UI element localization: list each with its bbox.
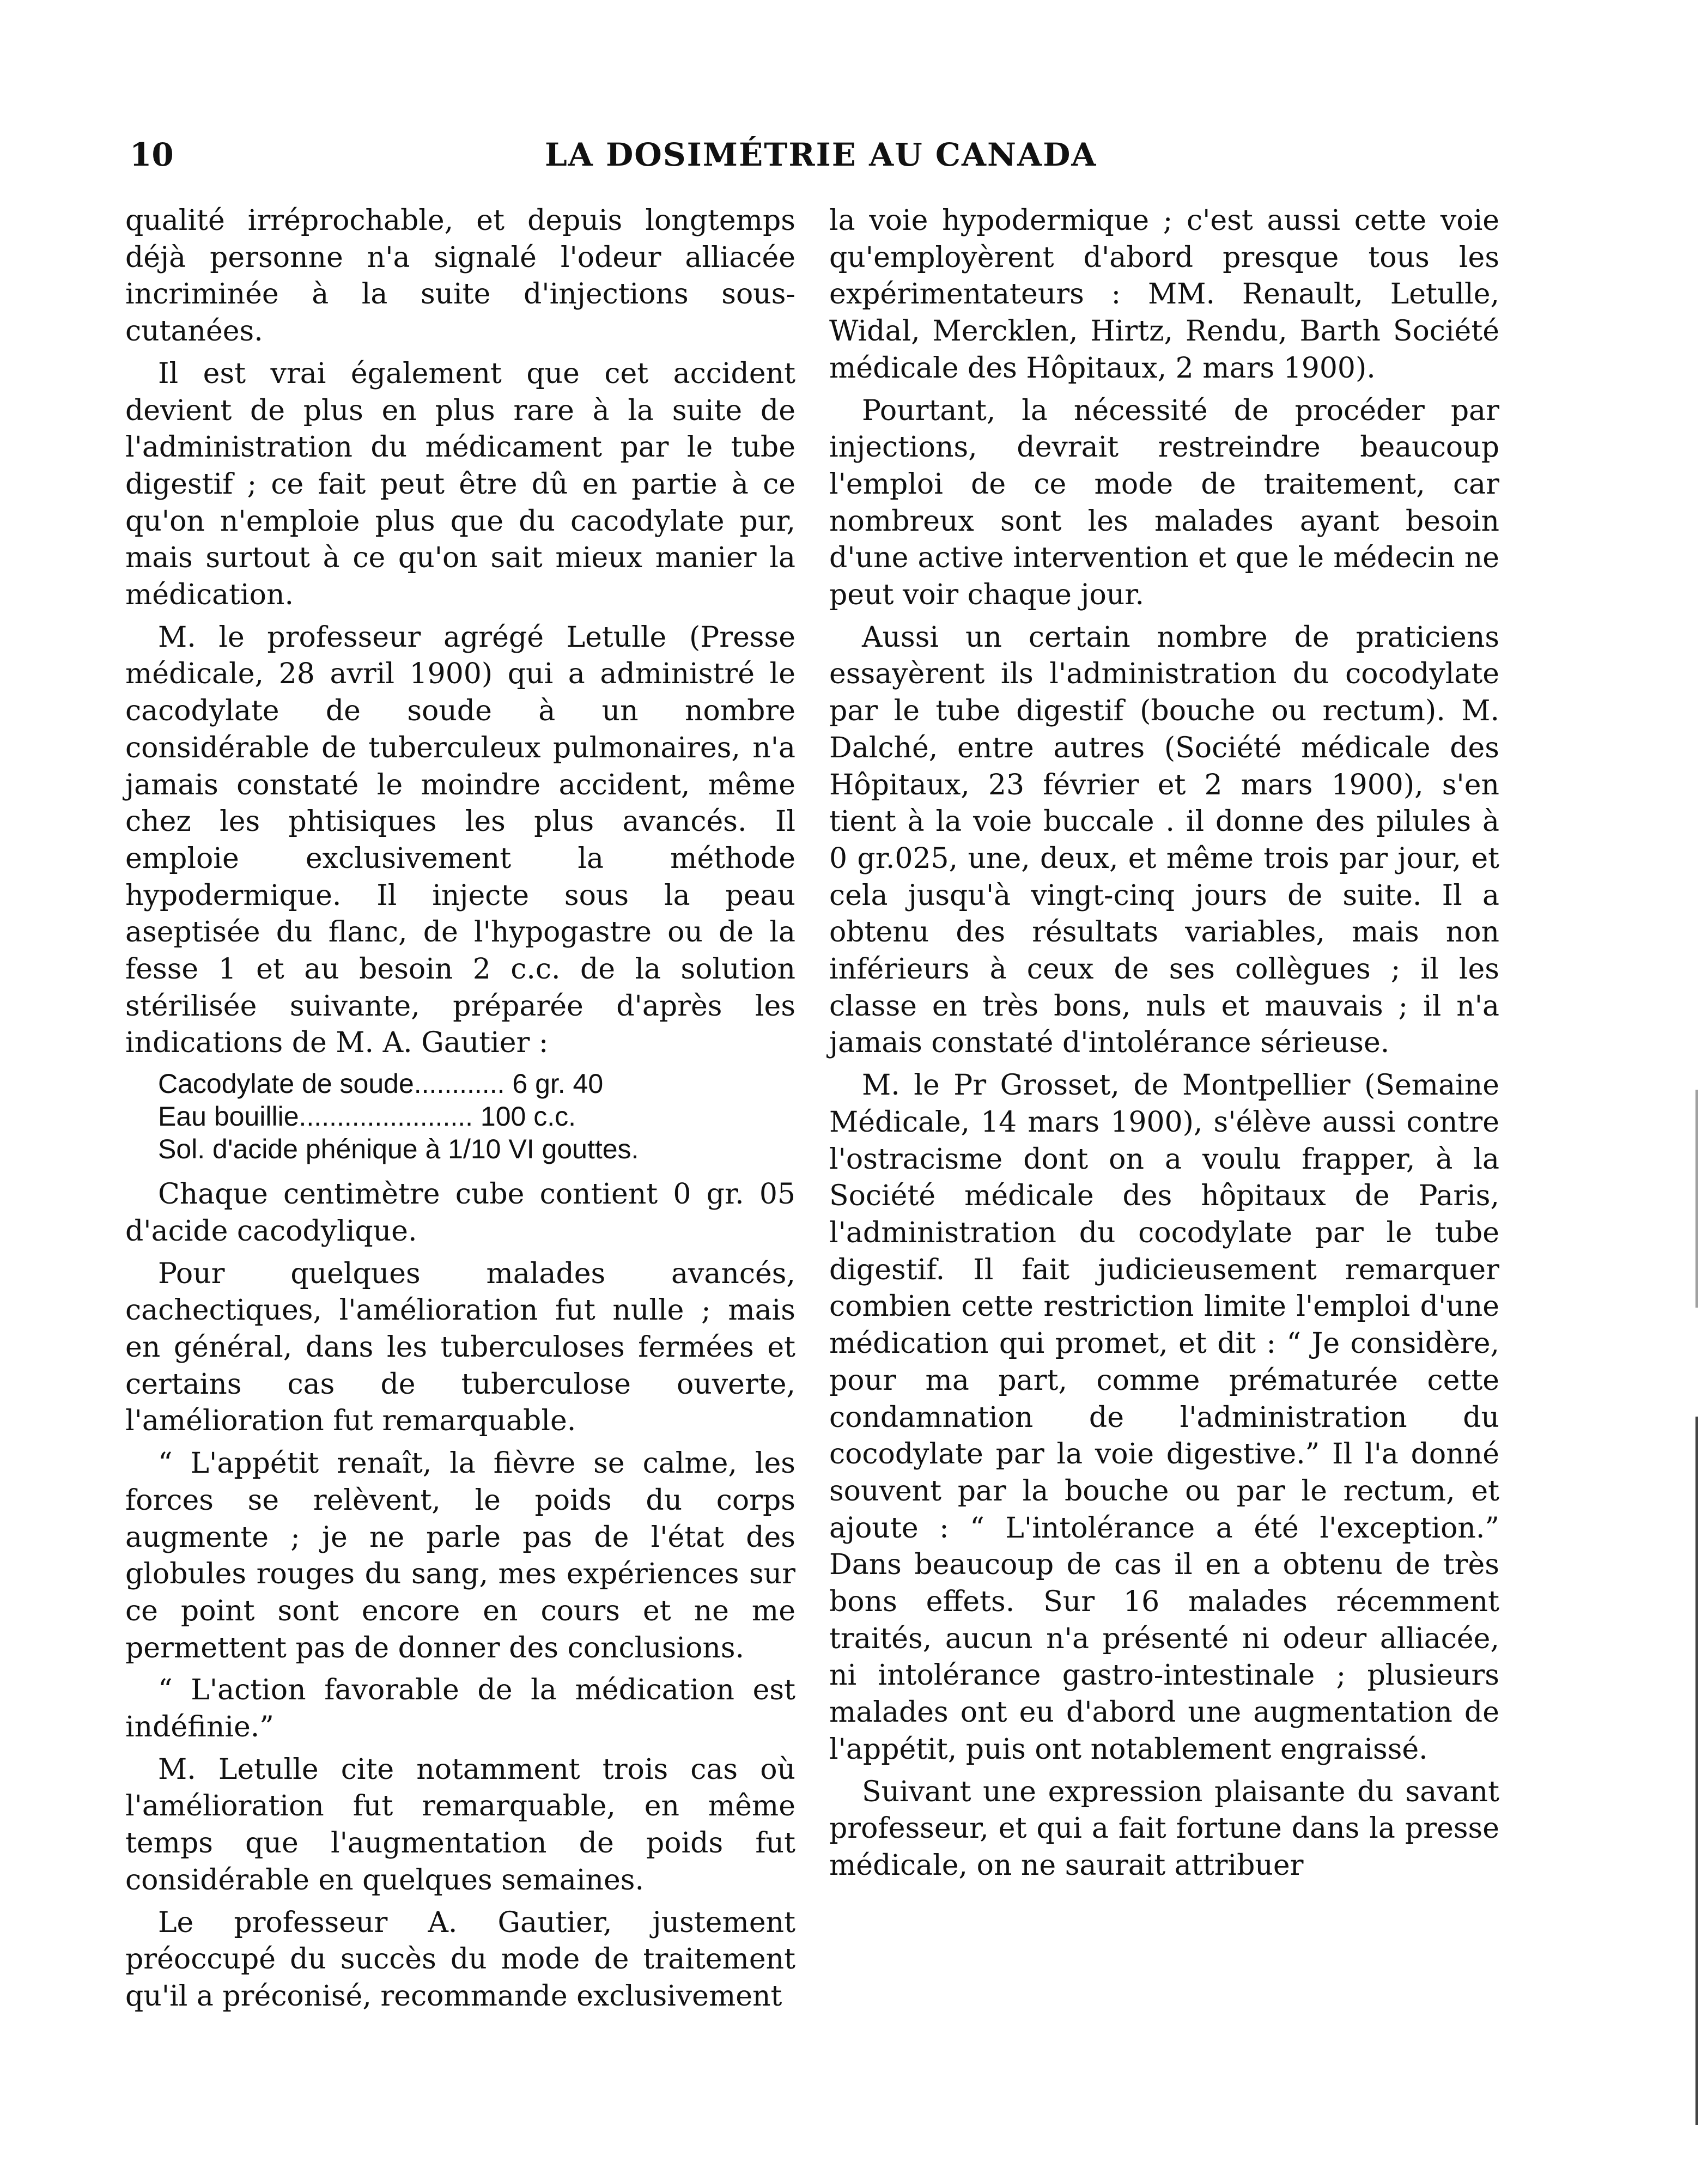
paragraph: Le professeur A. Gautier, justement préoccupé du succès du mode de traitement qu'il a préconisé, recommande exclusivement [125,1906,795,2013]
paragraph: M. le professeur agrégé Letulle (Presse médicale, 28 avril 1900) qui a administré le cacodylate de soude à un nombre considérable de tuberculeux pulmonaires, n'a jamais constaté le moindre accident, même chez les phtisiques les plus avancés. Il emploie exclusivement la méthode hypodermique. Il injecte sous la peau aseptisée du flanc, de l'hypogastre ou de la fesse 1 et au besoin 2 c.c. de la solution stérilisée suivante, préparée d'après les indications de M. A. Gautier : [125,621,795,1060]
scan-edge-mark [1695,1417,1698,2125]
paragraph: Pour quelques malades avancés, cachectiques, l'amélioration fut nulle ; mais en général, dans les tuberculoses fermées et certains cas de tuberculose ouverte, l'amélioration fut remarquable. [125,1257,795,1438]
running-head: LA DOSIMÉTRIE AU CANADA [545,136,1097,173]
formula-row: Cacodylate de soude............ 6 gr. 40 [158,1068,604,1099]
paragraph: Il est vrai également que cet accident devient de plus en plus rare à la suite de l'administration du médicament par le tube digestif ; ce fait peut être dû en partie à ce qu'on n'emploie plus que du cacodylate pur, mais surtout à ce qu'on sait mieux manier la médication. [125,357,795,612]
paragraph: qualité irréprochable, et depuis longtemps déjà personne n'a signalé l'odeur alliacée incriminée à la suite d'injections sous-cutanées. [125,204,795,348]
formula-block [158,1067,795,1165]
paragraph: “ L'action favorable de la médication est indéfinie.” [125,1674,795,1744]
paragraph: M. le Pr Grosset, de Montpellier (Semaine Médicale, 14 mars 1900), s'élève aussi contre l'ostracisme dont on a voulu frapper, à la Société médicale des hôpitaux de Paris, l'administration du cocodylate par le tube digestif. Il fait judicieusement remarquer combien cette restriction limite l'emploi d'une médication qui promet, et dit : “ Je considère, pour ma part, comme prématurée cette condamnation de l'administration du cocodylate par la voie digestive.” Il l'a donné souvent par la bouche ou par le rectum, et ajoute : “ L'intolérance a été l'exception.” Dans beaucoup de cas il en a obtenu de très bons effets. Sur 16 malades récemment traités, aucun n'a présenté ni odeur alliacée, ni intolérance gastro-intestinale ; plusieurs malades ont eu d'abord une augmentation de l'appétit, puis ont notablement engraissé. [829,1069,1499,1766]
paragraph: M. Letulle cite notamment trois cas où l'amélioration fut remarquable, en même temps que l'augmentation de poids fut considérable en quelques semaines. [125,1753,795,1897]
paragraph: Chaque centimètre cube contient 0 gr. 05 d'acide cacodylique. [125,1178,795,1248]
left-column [125,203,795,2021]
scan-edge-mark [1695,1090,1698,1308]
paragraph: Aussi un certain nombre de praticiens essayèrent ils l'administration du cocodylate par le tube digestif (bouche ou rectum). M. Dalché, entre autres (Société médicale des Hôpitaux, 23 février et 2 mars 1900), s'en tient à la voie buccale . il donne des pilules à 0 gr.025, une, deux, et même trois par jour, et cela jusqu'à vingt-cinq jours de suite. Il a obtenu des résultats variables, mais non inférieurs à ceux de ses collègues ; il les classe en très bons, nuls et mauvais ; il n'a jamais constaté d'intolérance sérieuse. [829,621,1499,1060]
right-column [829,203,1499,1890]
paragraph: “ L'appétit renaît, la fièvre se calme, les forces se relèvent, le poids du corps augmente ; je ne parle pas de l'état des globules rouges du sang, mes expériences sur ce point sont encore en cours et ne me permettent pas de donner des conclusions. [125,1447,795,1664]
paragraph: Pourtant, la nécessité de procéder par injections, devrait restreindre beaucoup l'emploi de ce mode de traitement, car nombreux sont les malades ayant besoin d'une active intervention et que le médecin ne peut voir chaque jour. [829,394,1499,612]
paragraph: la voie hypodermique ; c'est aussi cette voie qu'employèrent d'abord presque tous les expérimentateurs : MM. Renault, Letulle, Widal, Mercklen, Hirtz, Rendu, Barth Société médicale des Hôpitaux, 2 mars 1900). [829,204,1499,385]
formula-row: Sol. d'acide phénique à 1/10 VI gouttes. [158,1134,639,1165]
page-number: 10 [130,136,174,173]
formula-row: Eau bouillie....................... 100 c.c. [158,1101,576,1132]
paragraph: Suivant une expression plaisante du savant professeur, et qui a fait fortune dans la presse médicale, on ne saurait attribuer [829,1775,1499,1882]
